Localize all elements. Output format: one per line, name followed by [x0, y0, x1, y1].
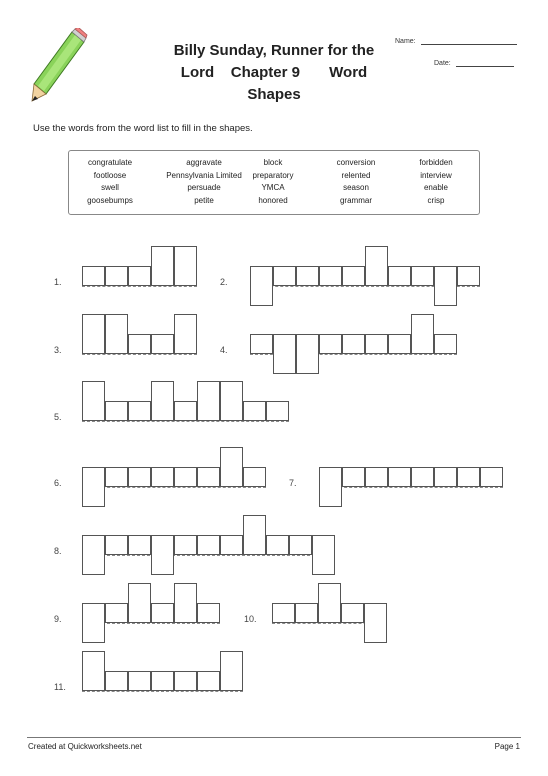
- word-list-item: preparatory: [252, 170, 294, 180]
- name-line[interactable]: [421, 44, 517, 45]
- word-list-item: persuade: [187, 183, 221, 193]
- puzzle-number: 4.: [220, 345, 228, 355]
- letter-box[interactable]: [342, 467, 365, 487]
- letter-box[interactable]: [128, 583, 151, 623]
- letter-box[interactable]: [105, 467, 128, 487]
- letter-box[interactable]: [82, 266, 105, 286]
- letter-box[interactable]: [411, 266, 434, 286]
- letter-box[interactable]: [273, 334, 296, 374]
- letter-baseline: [82, 691, 243, 692]
- letter-box[interactable]: [174, 401, 197, 421]
- letter-box[interactable]: [220, 535, 243, 555]
- puzzle-number: 8.: [54, 546, 62, 556]
- title-line: Billy Sunday, Runner for the: [173, 42, 375, 59]
- footer-credit: Created at Quickworksheets.net: [28, 742, 142, 751]
- letter-box[interactable]: [151, 535, 174, 575]
- letter-box[interactable]: [243, 467, 266, 487]
- worksheet-title: [165, 40, 383, 106]
- letter-box[interactable]: [250, 334, 273, 354]
- date-line[interactable]: [456, 66, 514, 67]
- letter-box[interactable]: [82, 651, 105, 691]
- word-list-item: Pennsylvania Limited: [166, 170, 242, 180]
- letter-box[interactable]: [457, 266, 480, 286]
- title-line: Lord Chapter 9 Word: [180, 64, 368, 81]
- name-label: Name:: [395, 38, 416, 45]
- letter-box[interactable]: [174, 535, 197, 555]
- letter-box[interactable]: [434, 467, 457, 487]
- letter-box[interactable]: [197, 535, 220, 555]
- letter-baseline: [82, 487, 266, 488]
- puzzle-number: 2.: [220, 277, 228, 287]
- letter-box[interactable]: [266, 535, 289, 555]
- letter-box[interactable]: [197, 381, 220, 421]
- letter-box[interactable]: [128, 401, 151, 421]
- word-list-item: conversion: [336, 158, 376, 167]
- word-list-item: petite: [194, 196, 214, 206]
- letter-baseline: [82, 354, 197, 355]
- word-list-item: grammar: [339, 196, 372, 206]
- letter-baseline: [82, 421, 289, 422]
- letter-box[interactable]: [457, 467, 480, 487]
- letter-box[interactable]: [342, 266, 365, 286]
- letter-box[interactable]: [411, 467, 434, 487]
- letter-box[interactable]: [174, 671, 197, 691]
- letter-box[interactable]: [272, 603, 295, 623]
- instructions-text: Use the words from the word list to fill in the shapes.: [33, 123, 253, 134]
- letter-box[interactable]: [341, 603, 364, 623]
- letter-box[interactable]: [128, 671, 151, 691]
- letter-box[interactable]: [220, 651, 243, 691]
- puzzle-number: 9.: [54, 614, 62, 624]
- letter-box[interactable]: [105, 266, 128, 286]
- letter-box[interactable]: [128, 334, 151, 354]
- puzzle-number: 1.: [54, 277, 62, 287]
- letter-box[interactable]: [128, 266, 151, 286]
- letter-box[interactable]: [151, 467, 174, 487]
- word-list-item: swell: [101, 183, 119, 193]
- puzzle-number: 5.: [54, 412, 62, 422]
- word-list-item: YMCA: [261, 183, 285, 193]
- letter-box[interactable]: [151, 334, 174, 354]
- puzzle-number: 3.: [54, 345, 62, 355]
- word-list-item: congratulate: [87, 158, 133, 167]
- letter-box[interactable]: [388, 467, 411, 487]
- letter-box[interactable]: [151, 671, 174, 691]
- word-list-item: footloose: [93, 170, 127, 180]
- letter-baseline: [82, 286, 197, 287]
- letter-box[interactable]: [480, 467, 503, 487]
- word-list-item: aggravate: [186, 158, 222, 167]
- letter-box[interactable]: [434, 266, 457, 306]
- letter-box[interactable]: [174, 467, 197, 487]
- letter-box[interactable]: [411, 314, 434, 354]
- word-list-item: enable: [423, 183, 449, 193]
- letter-box[interactable]: [128, 535, 151, 555]
- letter-box[interactable]: [388, 334, 411, 354]
- pencil-icon: [28, 28, 88, 103]
- letter-box[interactable]: [365, 334, 388, 354]
- letter-box[interactable]: [151, 246, 174, 286]
- letter-box[interactable]: [266, 401, 289, 421]
- footer-page-number: Page 1: [494, 742, 520, 751]
- letter-box[interactable]: [82, 603, 105, 643]
- letter-box[interactable]: [365, 467, 388, 487]
- name-field: [395, 38, 517, 45]
- letter-box[interactable]: [312, 535, 335, 575]
- letter-box[interactable]: [296, 266, 319, 286]
- letter-box[interactable]: [105, 603, 128, 623]
- letter-box[interactable]: [105, 314, 128, 354]
- letter-box[interactable]: [82, 467, 105, 507]
- letter-box[interactable]: [250, 266, 273, 306]
- word-list-item: interview: [420, 170, 452, 180]
- letter-box[interactable]: [243, 515, 266, 555]
- date-label: Date:: [434, 60, 451, 67]
- letter-baseline: [82, 555, 335, 556]
- puzzle-number: 11.: [54, 682, 66, 692]
- word-list-item: season: [343, 183, 369, 193]
- letter-box[interactable]: [243, 401, 266, 421]
- puzzle-number: 7.: [289, 478, 297, 488]
- date-field: [434, 60, 514, 67]
- letter-box[interactable]: [82, 535, 105, 575]
- footer-divider: [27, 737, 521, 738]
- word-list-box: [68, 150, 480, 215]
- letter-box[interactable]: [105, 535, 128, 555]
- word-list-item: forbidden: [419, 158, 453, 167]
- word-list-item: goosebumps: [87, 196, 133, 206]
- letter-box[interactable]: [273, 266, 296, 286]
- letter-box[interactable]: [319, 334, 342, 354]
- letter-box[interactable]: [295, 603, 318, 623]
- letter-box[interactable]: [342, 334, 365, 354]
- letter-box[interactable]: [82, 381, 105, 421]
- letter-box[interactable]: [364, 603, 387, 643]
- letter-box[interactable]: [319, 266, 342, 286]
- word-list-item: block: [263, 158, 283, 167]
- letter-box[interactable]: [151, 603, 174, 623]
- letter-box[interactable]: [174, 314, 197, 354]
- title-line: Shapes: [247, 86, 301, 103]
- word-list-item: honored: [258, 196, 288, 206]
- letter-box[interactable]: [434, 334, 457, 354]
- letter-box[interactable]: [174, 583, 197, 623]
- puzzle-number: 6.: [54, 478, 62, 488]
- word-list-item: relented: [341, 170, 371, 180]
- word-list-item: crisp: [427, 196, 445, 206]
- letter-box[interactable]: [174, 246, 197, 286]
- puzzle-number: 10.: [244, 614, 257, 624]
- letter-box[interactable]: [105, 401, 128, 421]
- letter-box[interactable]: [365, 246, 388, 286]
- letter-box[interactable]: [220, 381, 243, 421]
- letter-box[interactable]: [289, 535, 312, 555]
- letter-baseline: [319, 487, 503, 488]
- letter-box[interactable]: [197, 671, 220, 691]
- letter-box[interactable]: [296, 334, 319, 374]
- letter-box[interactable]: [151, 381, 174, 421]
- letter-box[interactable]: [82, 314, 105, 354]
- letter-box[interactable]: [319, 467, 342, 507]
- letter-box[interactable]: [105, 671, 128, 691]
- letter-box[interactable]: [388, 266, 411, 286]
- letter-box[interactable]: [220, 447, 243, 487]
- letter-box[interactable]: [197, 603, 220, 623]
- letter-box[interactable]: [318, 583, 341, 623]
- letter-box[interactable]: [197, 467, 220, 487]
- letter-box[interactable]: [128, 467, 151, 487]
